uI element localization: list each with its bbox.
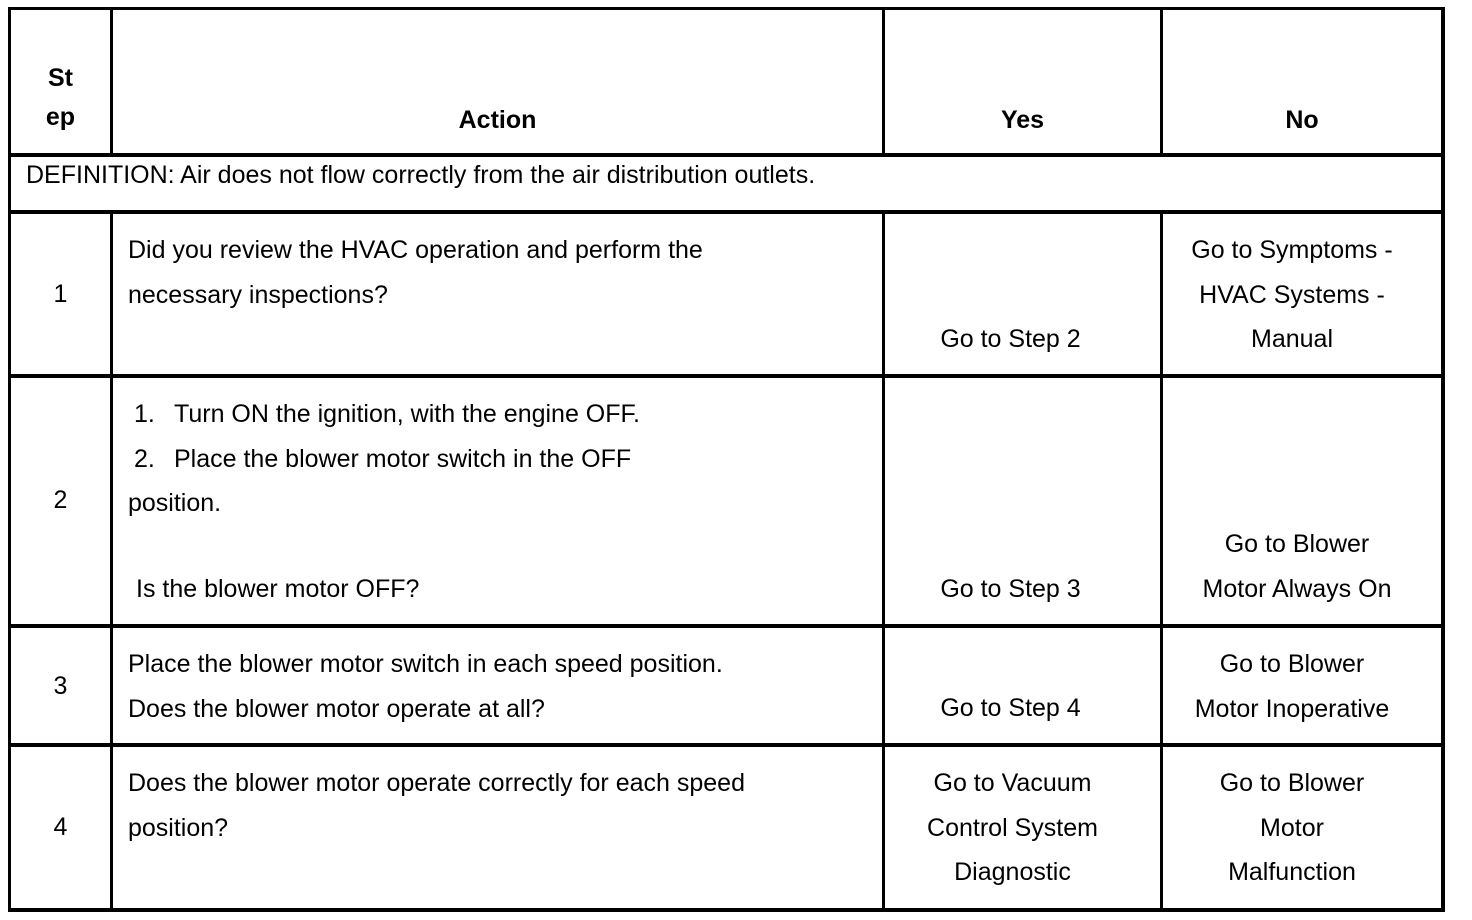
yes-row-2 <box>885 567 1136 612</box>
yes-row-4-line-2: Control System <box>927 813 1098 842</box>
no-row-2-line-1: Go to Blower <box>1224 530 1370 558</box>
no-row-1-line-2: HVAC Systems - <box>1199 280 1385 309</box>
yes-row-4 <box>885 761 1140 895</box>
header-action: Action <box>458 106 537 134</box>
no-row-1 <box>1163 228 1421 362</box>
step-number-1: 1 <box>53 280 68 308</box>
no-row-4-line-3: Malfunction <box>1228 858 1356 886</box>
action-row-1 <box>128 228 703 317</box>
action-row-4-line-2: position? <box>128 813 229 842</box>
header-step-line-1: St <box>48 64 73 92</box>
yes-row-4-line-3: Diagnostic <box>954 858 1071 886</box>
no-row-2 <box>1163 522 1431 611</box>
action-row-2-continuation: position. <box>128 489 222 517</box>
action-row-2-item-1-number: 1. <box>134 400 155 428</box>
no-row-2-line-2: Motor Always On <box>1202 574 1392 603</box>
yes-row-2-line-1: Go to Step 3 <box>940 575 1081 603</box>
header-no: No <box>1285 106 1319 134</box>
table-border-left <box>8 7 11 912</box>
yes-row-4-line-1: Go to Vacuum <box>933 769 1092 797</box>
no-row-3 <box>1163 642 1421 731</box>
step-number-3: 3 <box>53 672 68 700</box>
action-row-2 <box>128 392 640 526</box>
definition-text: DEFINITION: Air does not flow correctly from the air distribution outlets. <box>26 161 816 189</box>
yes-row-3 <box>885 686 1136 731</box>
no-row-1-line-1: Go to Symptoms - <box>1191 236 1393 264</box>
table-border-top <box>8 7 1445 10</box>
yes-row-1-line-1: Go to Step 2 <box>940 325 1081 353</box>
row-3-rule <box>8 743 1445 747</box>
action-row-4-line-1: Does the blower motor operate correctly for each speed <box>128 769 745 797</box>
action-row-3-line-1: Place the blower motor switch in each speed position. <box>128 650 723 678</box>
action-row-2-item-2-number: 2. <box>134 444 155 473</box>
step-number-2: 2 <box>53 486 68 514</box>
action-row-3-line-2: Does the blower motor operate at all? <box>128 694 545 723</box>
action-row-2-item-2-text: Place the blower motor switch in the OFF <box>174 444 632 473</box>
no-row-1-line-3: Manual <box>1251 325 1333 353</box>
definition-rule <box>8 210 1445 214</box>
table-border-bottom <box>8 908 1445 912</box>
no-row-4-line-1: Go to Blower <box>1219 769 1365 797</box>
yes-row-3-line-1: Go to Step 4 <box>940 694 1081 722</box>
action-row-2-item-1 <box>128 392 640 437</box>
action-row-2-question: Is the blower motor OFF? <box>136 575 420 603</box>
table-border-right <box>1441 7 1445 912</box>
action-row-1-line-1: Did you review the HVAC operation and perform the <box>128 236 703 264</box>
step-number-4: 4 <box>53 813 68 841</box>
action-row-1-line-2: necessary inspections? <box>128 280 388 309</box>
action-row-2-item-1-text: Turn ON the ignition, with the engine OFF. <box>174 400 640 428</box>
action-row-4 <box>128 761 745 850</box>
no-row-3-line-1: Go to Blower <box>1219 650 1365 678</box>
action-row-3 <box>128 642 723 731</box>
header-step-line-2: ep <box>45 103 76 131</box>
header-step <box>11 59 110 137</box>
row-2-rule <box>8 624 1445 628</box>
no-row-4-line-2: Motor <box>1260 813 1324 842</box>
row-1-rule <box>8 374 1445 378</box>
diagnostic-table <box>8 7 1445 912</box>
yes-row-1 <box>885 317 1136 362</box>
col-rule-step-body <box>110 212 113 912</box>
no-row-3-line-2: Motor Inoperative <box>1194 694 1390 723</box>
header-yes: Yes <box>1000 106 1045 134</box>
action-row-2-item-2 <box>128 437 640 482</box>
no-row-4 <box>1163 761 1421 895</box>
